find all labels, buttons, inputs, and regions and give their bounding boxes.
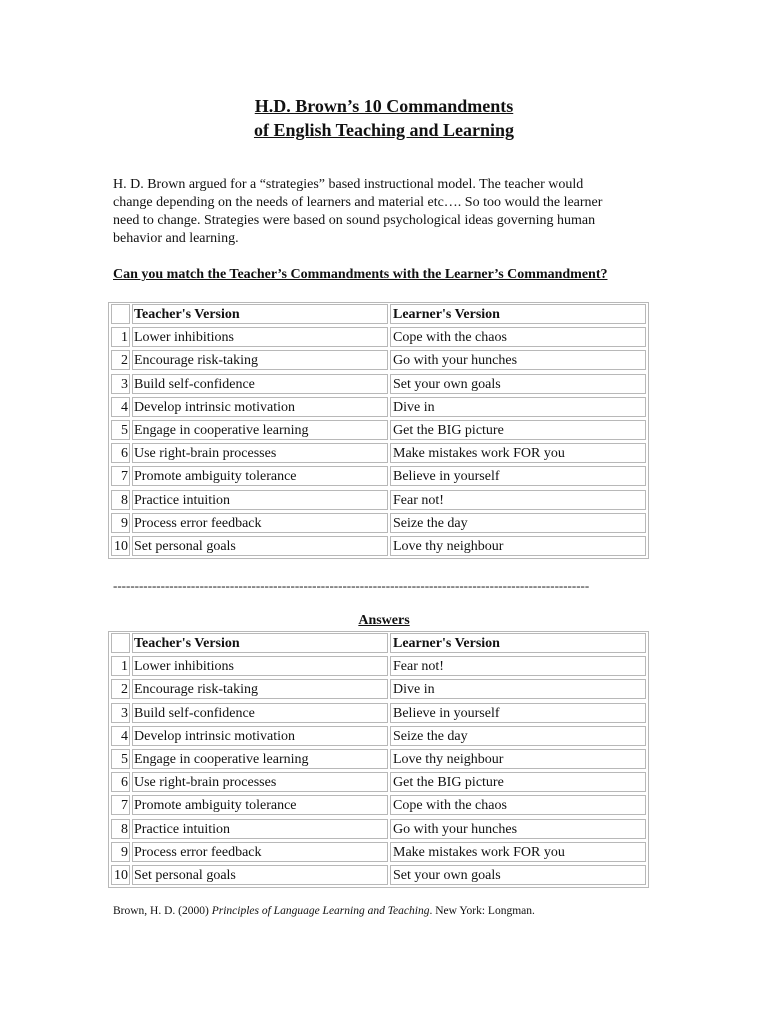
learner-cell: Seize the day (390, 726, 646, 746)
intro-line: H. D. Brown argued for a “strategies” based instructional model. The teacher would (113, 177, 584, 192)
learner-cell: Cope with the chaos (390, 795, 646, 815)
matching-question: Can you match the Teacher’s Commandments with the Learner’s Commandment? (113, 267, 608, 282)
learner-cell: Make mistakes work FOR you (390, 842, 646, 862)
table-row (109, 702, 648, 725)
learner-cell: Go with your hunches (390, 350, 646, 370)
learner-cell: Believe in yourself (390, 703, 646, 723)
citation-publisher: . New York: Longman. (429, 905, 535, 917)
citation (113, 905, 535, 917)
row-number: 1 (111, 327, 130, 347)
table-row (109, 818, 648, 841)
row-number: 5 (111, 749, 130, 769)
row-number: 1 (111, 656, 130, 676)
intro-line: change depending on the needs of learners and material etc…. So too would the learner (113, 195, 603, 210)
teacher-cell: Encourage risk-taking (132, 679, 388, 699)
learner-cell: Fear not! (390, 656, 646, 676)
table-row (109, 725, 648, 748)
answers-table (108, 631, 649, 888)
row-number: 10 (111, 865, 130, 885)
table-row (109, 841, 648, 864)
teacher-cell: Develop intrinsic motivation (132, 397, 388, 417)
table-row (109, 442, 648, 465)
intro-line: behavior and learning. (113, 231, 239, 246)
learner-cell: Dive in (390, 679, 646, 699)
row-number: 10 (111, 536, 130, 556)
header-teacher-cell: Teacher's Version (132, 304, 388, 324)
teacher-cell: Encourage risk-taking (132, 350, 388, 370)
learner-cell: Fear not! (390, 490, 646, 510)
table-row (109, 489, 648, 512)
learner-cell: Make mistakes work FOR you (390, 443, 646, 463)
header-learner-cell: Learner's Version (390, 633, 646, 653)
teacher-cell: Develop intrinsic motivation (132, 726, 388, 746)
learner-cell: Set your own goals (390, 865, 646, 885)
learner-cell: Seize the day (390, 513, 646, 533)
teacher-cell: Process error feedback (132, 513, 388, 533)
table-row (109, 326, 648, 349)
row-number: 4 (111, 726, 130, 746)
learner-cell: Love thy neighbour (390, 536, 646, 556)
learner-cell: Dive in (390, 397, 646, 417)
table-row (109, 655, 648, 678)
intro-paragraph (113, 176, 653, 248)
teacher-cell: Set personal goals (132, 536, 388, 556)
table-row (109, 396, 648, 419)
row-number: 6 (111, 772, 130, 792)
table-row (109, 771, 648, 794)
teacher-cell: Practice intuition (132, 819, 388, 839)
table-row (109, 349, 648, 372)
matching-table (108, 302, 649, 559)
header-number-cell (111, 304, 130, 324)
row-number: 8 (111, 819, 130, 839)
header-number-cell (111, 633, 130, 653)
row-number: 3 (111, 374, 130, 394)
row-number: 3 (111, 703, 130, 723)
table-row (109, 373, 648, 396)
teacher-cell: Engage in cooperative learning (132, 749, 388, 769)
row-number: 2 (111, 679, 130, 699)
teacher-cell: Lower inhibitions (132, 327, 388, 347)
intro-line: need to change. Strategies were based on sound psychological ideas governing human (113, 213, 596, 228)
row-number: 8 (111, 490, 130, 510)
teacher-cell: Engage in cooperative learning (132, 420, 388, 440)
row-number: 9 (111, 842, 130, 862)
row-number: 2 (111, 350, 130, 370)
learner-cell: Get the BIG picture (390, 772, 646, 792)
row-number: 5 (111, 420, 130, 440)
teacher-cell: Use right-brain processes (132, 443, 388, 463)
teacher-cell: Practice intuition (132, 490, 388, 510)
table-row (109, 535, 648, 558)
teacher-cell: Build self-confidence (132, 703, 388, 723)
teacher-cell: Lower inhibitions (132, 656, 388, 676)
teacher-cell: Promote ambiguity tolerance (132, 466, 388, 486)
teacher-cell: Build self-confidence (132, 374, 388, 394)
table-header-row (109, 632, 648, 655)
table-row (109, 864, 648, 887)
table-row (109, 794, 648, 817)
citation-book-title: Principles of Language Learning and Teaching (211, 905, 430, 917)
table-row (109, 748, 648, 771)
learner-cell: Set your own goals (390, 374, 646, 394)
table-row (109, 419, 648, 442)
table-row (109, 512, 648, 535)
row-number: 7 (111, 795, 130, 815)
row-number: 9 (111, 513, 130, 533)
separator-line: -------------------------------------------------------------------------------------------------------------- (113, 578, 590, 593)
title-line-2: of English Teaching and Learning (253, 120, 515, 140)
table-row (109, 465, 648, 488)
title-line-1: H.D. Brown’s 10 Commandments (254, 96, 514, 116)
learner-cell: Love thy neighbour (390, 749, 646, 769)
teacher-cell: Process error feedback (132, 842, 388, 862)
row-number: 6 (111, 443, 130, 463)
header-teacher-cell: Teacher's Version (132, 633, 388, 653)
citation-author: Brown, H. D. (2000) (113, 905, 212, 917)
table-row (109, 678, 648, 701)
learner-cell: Believe in yourself (390, 466, 646, 486)
learner-cell: Go with your hunches (390, 819, 646, 839)
table-header-row (109, 303, 648, 326)
row-number: 7 (111, 466, 130, 486)
teacher-cell: Promote ambiguity tolerance (132, 795, 388, 815)
answers-heading: Answers (358, 613, 410, 628)
teacher-cell: Set personal goals (132, 865, 388, 885)
header-learner-cell: Learner's Version (390, 304, 646, 324)
teacher-cell: Use right-brain processes (132, 772, 388, 792)
learner-cell: Cope with the chaos (390, 327, 646, 347)
learner-cell: Get the BIG picture (390, 420, 646, 440)
row-number: 4 (111, 397, 130, 417)
